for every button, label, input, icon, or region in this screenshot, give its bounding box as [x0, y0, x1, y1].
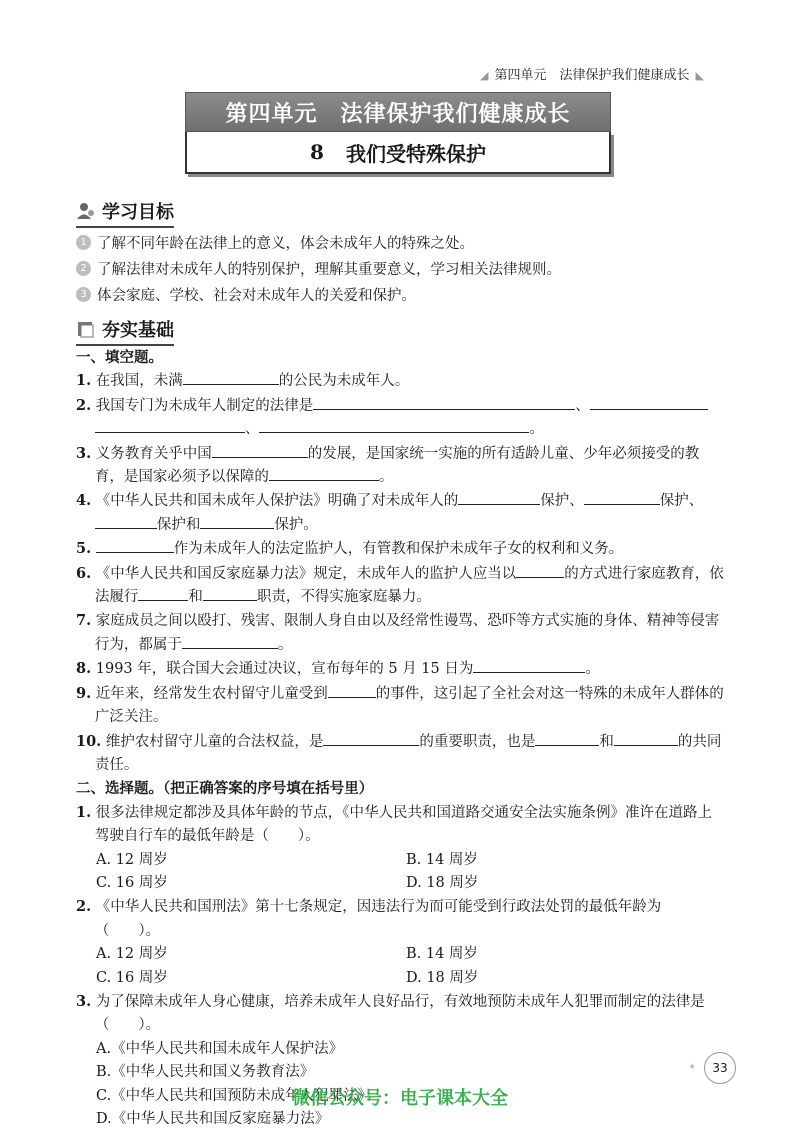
answer-blank[interactable] [95, 514, 157, 529]
running-head: ◢ 第四单元 法律保护我们健康成长 ◣ [480, 68, 704, 83]
answer-blank[interactable] [96, 538, 174, 553]
watermark: 微信公众号：电子课本大全 [292, 1088, 508, 1109]
answer-blank[interactable] [313, 395, 575, 410]
lesson-title [185, 132, 611, 174]
lesson-number: 8 [310, 140, 324, 164]
choice-options [76, 943, 724, 966]
fill-question: 1. 在我国，未满 的公民为未成年人。 [76, 372, 410, 390]
section-basics-heading: 夯实基础 [76, 316, 174, 342]
goal-number-badge: 1 [76, 235, 91, 250]
sparkle-icon: ✦ [688, 1062, 697, 1073]
choice-question: 3. 为了保障未成年人身心健康，培养未成年人良好品行，有效地预防未成年人犯罪而制定的法律是（ ）。 [76, 992, 705, 1034]
goal-number-badge: 3 [76, 287, 91, 302]
choice-question: 1. 很多法律规定都涉及具体年龄的节点，《中华人民共和国道路交通安全法实施条例》准许在道路上驾驶自行车的最低年龄是（ ）。 [76, 803, 712, 845]
answer-blank[interactable] [328, 683, 376, 698]
fill-question: 4. 《中华人民共和国未成年人保护法》明确了对未成年人的 保护、 保护、保护和 保护。 [76, 492, 704, 533]
choice-option[interactable]: A. 12 周岁 [96, 946, 168, 963]
choice-option[interactable]: A. 12 周岁 [96, 851, 168, 868]
answer-blank[interactable] [516, 563, 564, 578]
goal-number-badge: 2 [76, 261, 91, 276]
book-icon [76, 319, 96, 339]
choice-option[interactable]: D.《中华人民共和国反家庭暴力法》 [96, 1111, 330, 1127]
answer-blank[interactable] [269, 466, 379, 481]
part1-heading: 一、填空题。 [76, 349, 163, 366]
choice-options [76, 967, 724, 990]
person-icon [76, 201, 96, 221]
triangle-marker-icon: ◣ [695, 69, 704, 82]
fill-question: 7. 家庭成员之间以殴打、残害、限制人身自由以及经常性谩骂、恐吓等方式实施的身体、精神等侵害行为，都属于 。 [76, 612, 720, 653]
choice-option[interactable]: B. 14 周岁 [406, 946, 478, 963]
title-block [185, 92, 611, 174]
answer-blank[interactable] [183, 370, 279, 385]
fill-question: 3. 义务教育关乎中国 的发展，是国家统一实施的所有适龄儿童、少年必须接受的教育，是国家必须予以保障的 。 [76, 444, 700, 486]
answer-blank[interactable] [212, 443, 308, 458]
answer-blank[interactable] [200, 514, 274, 529]
answer-blank[interactable] [182, 634, 278, 649]
choice-options [76, 872, 724, 895]
answer-blank[interactable] [95, 418, 245, 433]
fill-question: 10. 维护农村留守儿童的合法权益，是 的重要职责，也是 和 的共同责任。 [76, 732, 722, 773]
answer-blank[interactable] [590, 395, 708, 410]
answer-blank[interactable] [323, 731, 419, 746]
choice-option[interactable]: C.《中华人民共和国预防未成年人犯罪法》 [96, 1087, 373, 1104]
choice-option[interactable]: D. 18 周岁 [406, 969, 479, 986]
fill-question: 5. 作为未成年人的法定监护人，有管教和保护未成年子女的权利和义务。 [76, 540, 624, 558]
answer-blank[interactable] [203, 586, 257, 601]
page-number: 33 [704, 1052, 736, 1084]
choice-option[interactable]: B.《中华人民共和国义务教育法》 [96, 1064, 315, 1081]
answer-blank[interactable] [259, 418, 529, 433]
answer-blank[interactable] [138, 586, 188, 601]
part2-heading: 二、选择题。（把正确答案的序号填在括号里） [76, 780, 374, 798]
answer-blank[interactable] [535, 731, 599, 746]
choice-options [76, 849, 724, 872]
answer-blank[interactable] [614, 731, 678, 746]
choice-option[interactable]: D. 18 周岁 [406, 874, 479, 891]
choice-option[interactable]: C. 16 周岁 [96, 874, 168, 891]
goal-item: 2 了解法律对未成年人的特别保护，理解其重要意义，学习相关法律规则。 [76, 258, 561, 279]
fill-question: 6. 《中华人民共和国反家庭暴力法》规定，未成年人的监护人应当以 的方式进行家庭教育，依法履行 和 职责，不得实施家庭暴力。 [76, 564, 724, 606]
choice-question: 2. 《中华人民共和国刑法》第十七条规定，因违法行为而可能受到行政法处罚的最低年龄为（ ）。 [76, 898, 662, 939]
choice-option[interactable]: A.《中华人民共和国未成年人保护法》 [96, 1040, 344, 1057]
choice-option[interactable]: B. 14 周岁 [406, 851, 478, 868]
fill-question: 8. 1993 年，联合国大会通过决议，宣布每年的 5 月 15 日为 。 [76, 660, 600, 678]
answer-blank[interactable] [458, 490, 540, 505]
goal-item: 3 体会家庭、学校、社会对未成年人的关爱和保护。 [76, 284, 416, 305]
lesson-name: 我们受特殊保护 [345, 141, 486, 166]
exercise-content [76, 346, 724, 1131]
fill-question: 2. 我国专门为未成年人制定的法律是 、 、 。 [76, 394, 724, 442]
answer-blank[interactable] [584, 490, 660, 505]
answer-blank[interactable] [473, 658, 585, 673]
section-goals-heading: 学习目标 [76, 198, 174, 224]
goal-item: 1 了解不同年龄在法律上的意义，体会未成年人的特殊之处。 [76, 232, 474, 253]
fill-question: 9. 近年来，经常发生农村留守儿童受到 的事件，这引起了全社会对这一特殊的未成年人群体的广泛关注。 [76, 684, 724, 726]
choice-option[interactable]: C. 16 周岁 [96, 969, 168, 986]
triangle-marker-icon: ◢ [480, 69, 489, 82]
unit-title: 第四单元 法律保护我们健康成长 [185, 92, 611, 132]
